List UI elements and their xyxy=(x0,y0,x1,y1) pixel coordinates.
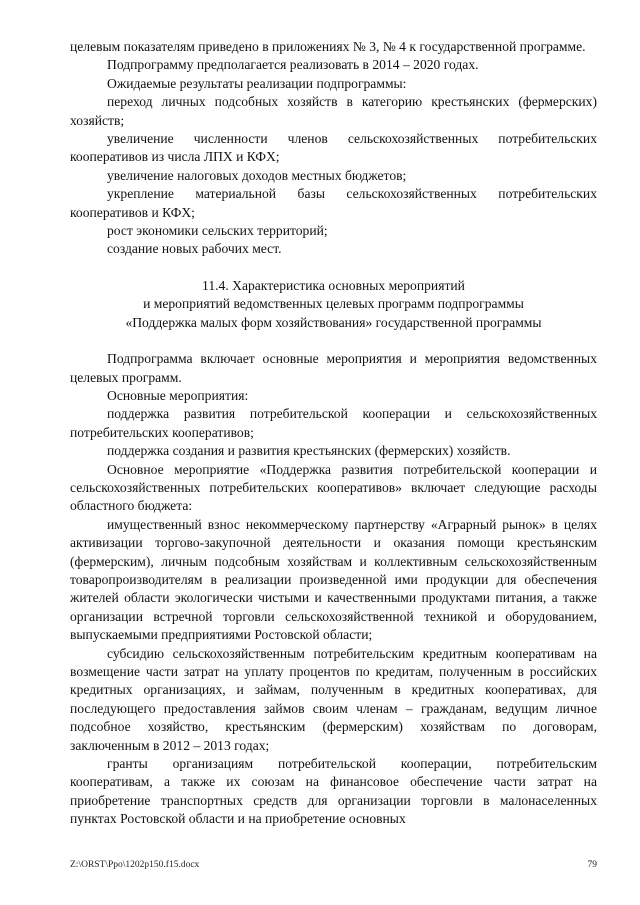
section-heading-line: и мероприятий ведомственных целевых программ подпрограммы xyxy=(143,296,524,312)
document-body xyxy=(70,38,597,829)
paragraph: Основные мероприятия: xyxy=(107,387,249,403)
paragraph: Ожидаемые результаты реализации подпрограммы: xyxy=(107,75,407,91)
paragraph: Подпрограмму предполагается реализовать в 2014 – 2020 годах. xyxy=(107,57,479,73)
list-item: субсидию сельскохозяйственным потребительским кредитным кооперативам на возмещение части затрат на уплату процентов по кредитам, полученным в российских кредитных организациях, и займам, полученным в кредитных кооперативах, для последующего предоставления займов своим членам – гражданам, ведущим личное подсобное хозяйство, крестьянским (фермерским) хозяйствам по договорам, заключенным в 2012 – 2013 годах; xyxy=(70,645,597,753)
paragraph: Основное мероприятие «Поддержка развития потребительской кооперации и сельскохозяйственных потребительских кооперативов» включает следующие расходы областного бюджета: xyxy=(70,461,597,514)
list-item: укрепление материальной базы сельскохозяйственных потребительских кооперативов и КФХ; xyxy=(70,186,597,220)
list-item: поддержка создания и развития крестьянских (фермерских) хозяйств. xyxy=(107,443,511,459)
paragraph-continuation: целевым показателям приведено в приложениях № 3, № 4 к государственной программе. xyxy=(70,39,586,54)
list-item: поддержка развития потребительской кооперации и сельскохозяйственных потребительских кооперативов; xyxy=(70,406,597,440)
list-item: создание новых рабочих мест. xyxy=(107,241,282,257)
section-heading-line: 11.4. Характеристика основных мероприятий xyxy=(202,277,465,293)
list-item: гранты организациям потребительской кооперации, потребительским кооперативам, а также их союзам на финансовое обеспечение части затрат на приобретение транспортных средств для организации торговли в малонаселенных пунктах Ростовской области и на приобретение основных xyxy=(70,756,597,827)
section-heading xyxy=(70,277,597,332)
list-item: рост экономики сельских территорий; xyxy=(107,223,328,239)
list-item: имущественный взнос некоммерческому партнерству «Аграрный рынок» в целях активизации торгово-закупочной деятельности и оказания помощи крестьянским (фермерским), личным подсобным хозяйствам и коллективным сельскохозяйственным товаропроизводителям в реализации произведенной ими продукции для обеспечения жителей области экологически чистыми и качественными продуктами питания, а также организации встречной торговли сельскохозяйственной техникой и оборудованием, выпускаемыми предприятиями Ростовской области; xyxy=(70,516,597,643)
list-item: увеличение численности членов сельскохозяйственных потребительских кооперативов из числа ЛПХ и КФХ; xyxy=(70,131,597,165)
page-number: 79 xyxy=(587,860,597,870)
list-item: переход личных подсобных хозяйств в категорию крестьянских (фермерских) хозяйств; xyxy=(70,94,597,128)
list-item: увеличение налоговых доходов местных бюджетов; xyxy=(107,167,407,183)
footer-file-path: Z:\ORST\Ppo\1202p150.f15.docx xyxy=(70,860,200,870)
section-heading-line: «Поддержка малых форм хозяйствования» государственной программы xyxy=(125,314,542,330)
paragraph: Подпрограмма включает основные мероприятия и мероприятия ведомственных целевых программ. xyxy=(70,351,597,385)
